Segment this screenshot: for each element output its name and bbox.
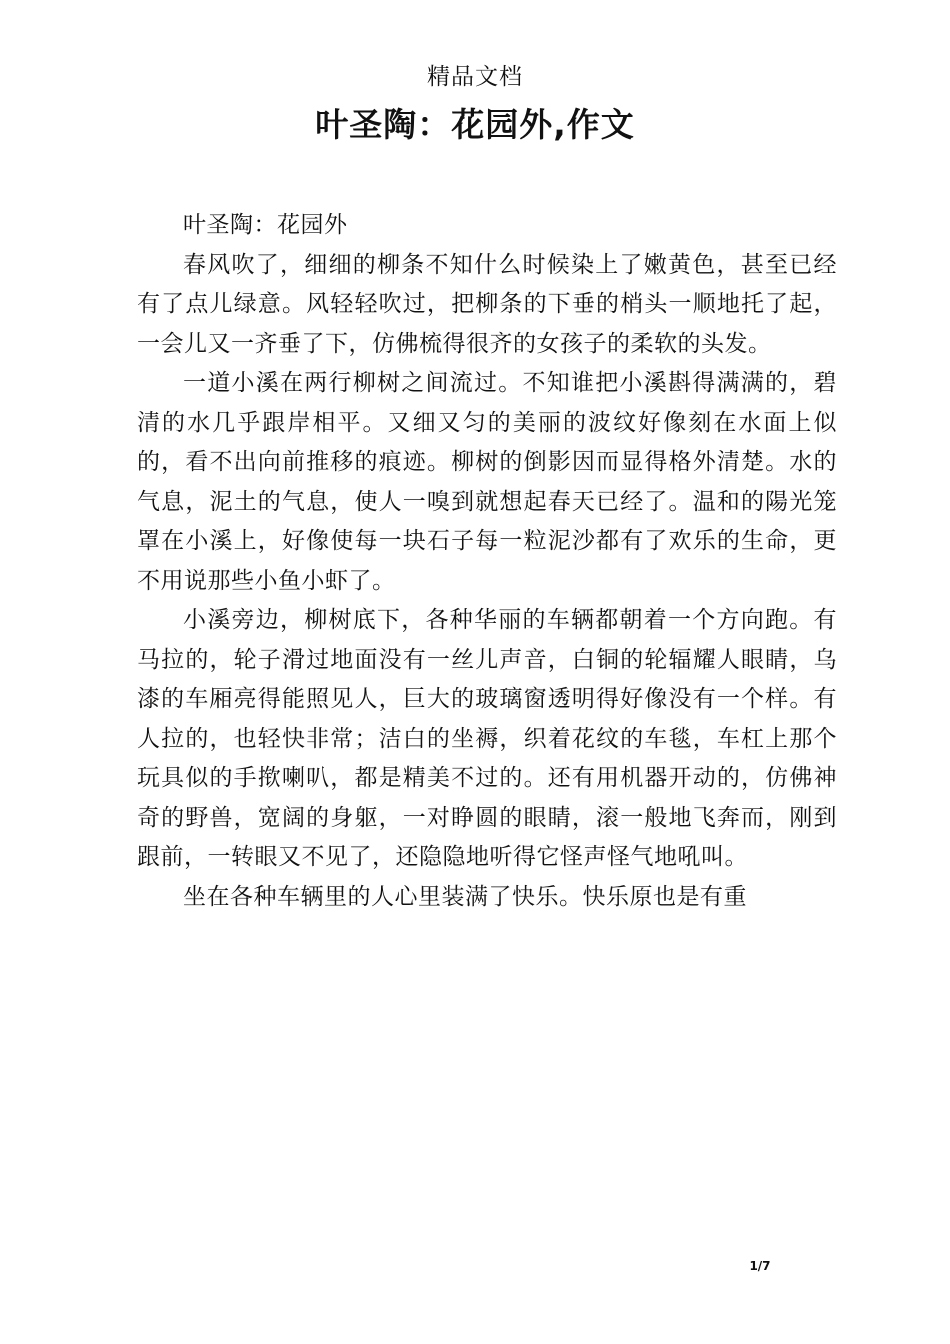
paragraph-3: 小溪旁边，柳树底下，各种华丽的车辆都朝着一个方向跑。有马拉的，轮子滑过地面没有一丝儿声音，白铜的轮辐耀人眼睛，乌漆的车厢亮得能照见人，巨大的玻璃窗透明得好像没有一个样。有人拉的，也轻快非常；洁白的坐褥，织着花纹的车毯，车杠上那个玩具似的手揿喇叭，都是精美不过的。还有用机器开动的，仿佛神奇的野兽，宽阔的身躯，一对睁圆的眼睛，滚一般地飞奔而，刚到跟前，一转眼又不见了，还隐隐地听得它怪声怪气地吼叫。 (137, 607, 837, 870)
paragraph-4: 坐在各种车辆里的人心里装满了快乐。快乐原也是有重 (183, 883, 747, 910)
paragraph-subtitle: 叶圣陶：花园外 (183, 212, 348, 238)
paragraph-1: 春风吹了，细细的柳条不知什么时候染上了嫩黄色，甚至已经有了点儿绿意。风轻轻吹过，把柳条的下垂的梢头一顺地托了起，一会儿又一齐垂了下，仿佛梳得很齐的女孩子的柔软的头发。 (137, 251, 837, 357)
document-title: 叶圣陶：花园外,作文 (315, 105, 635, 144)
paragraph-2: 一道小溪在两行柳树之间流过。不知谁把小溪斟得满满的，碧清的水几乎跟岸相平。又细又匀的美丽的波纹好像刻在水面上似的，看不出向前推移的痕迹。柳树的倒影因而显得格外清楚。水的气息，泥土的气息，使人一嗅到就想起春天已经了。温和的陽光笼罩在小溪上，好像使每一块石子每一粒泥沙都有了欢乐的生命，更不用说那些小鱼小虾了。 (137, 370, 837, 594)
page-number: 1/7 (749, 1259, 771, 1273)
document-header-label: 精品文档 (427, 64, 523, 90)
document-body (137, 206, 837, 917)
